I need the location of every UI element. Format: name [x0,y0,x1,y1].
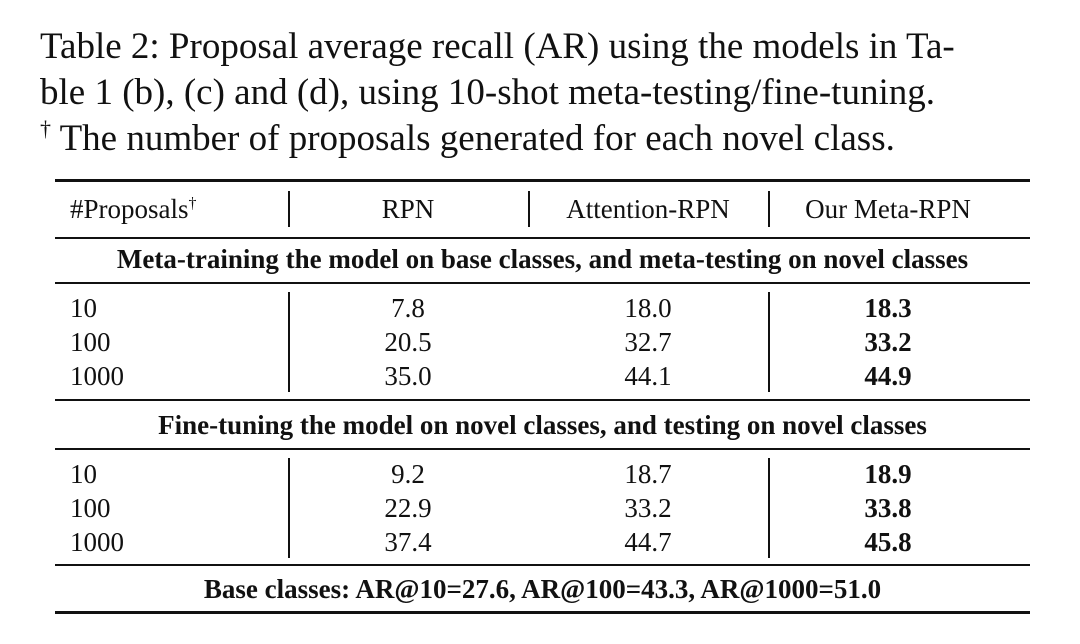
table-cell-best: 45.8 [864,527,912,557]
table-cell: 18.7 [624,459,672,489]
caption-line-1: Table 2: Proposal average recall (AR) using the models in Ta- [40,26,955,67]
header-meta-rpn: Our Meta-RPN [805,194,971,224]
table-cell: 7.8 [391,293,425,323]
section2-title: Fine-tuning the model on novel classes, and testing on novel classes [158,410,927,440]
section1-title-rule [55,282,1030,284]
table-cell: 10 [70,293,97,323]
table-cell: 9.2 [391,459,425,489]
table-cell-best: 18.3 [864,293,912,323]
table-cell: 35.0 [384,361,432,391]
caption-footnote: The number of proposals generated for each novel class. [51,118,895,159]
section2-title-rule [55,448,1030,450]
caption-line-2: ble 1 (b), (c) and (d), using 10-shot meta-testing/fine-tuning. [40,72,935,113]
table-cell: 33.2 [624,493,672,523]
table-cell: 44.1 [624,361,672,391]
table-cell: 18.0 [624,293,672,323]
caption-line-3 [40,116,1040,162]
header-attention-rpn: Attention-RPN [566,194,730,224]
table-bottom-rule [55,611,1030,614]
table-cell-best: 18.9 [864,459,912,489]
section2-end-rule [55,564,1030,566]
table-cell: 10 [70,459,97,489]
table-cell: 100 [70,493,111,523]
caption-dagger: † [40,116,51,141]
table-cell-best: 44.9 [864,361,912,391]
table-cell: 22.9 [384,493,432,523]
table-cell: 32.7 [624,327,672,357]
table-cell: 1000 [70,361,124,391]
section1-end-rule [55,399,1030,401]
header-dagger: † [188,195,197,212]
table-caption [40,24,1040,162]
table-cell: 1000 [70,527,124,557]
table-cell-best: 33.2 [864,327,912,357]
header-rpn: RPN [381,194,435,224]
table-cell: 20.5 [384,327,432,357]
table-cell: 44.7 [624,527,672,557]
table-cell-best: 33.8 [864,493,912,523]
section1-title: Meta-training the model on base classes, and meta-testing on novel classes [116,244,969,274]
table-cell: 100 [70,327,111,357]
header-proposals: #Proposals† [70,194,197,224]
header-rule [55,237,1030,239]
table-top-rule [55,179,1030,182]
table-cell: 37.4 [384,527,432,557]
base-classes-footer: Base classes: AR@10=27.6, AR@100=43.3, AR@1000=51.0 [203,574,882,604]
